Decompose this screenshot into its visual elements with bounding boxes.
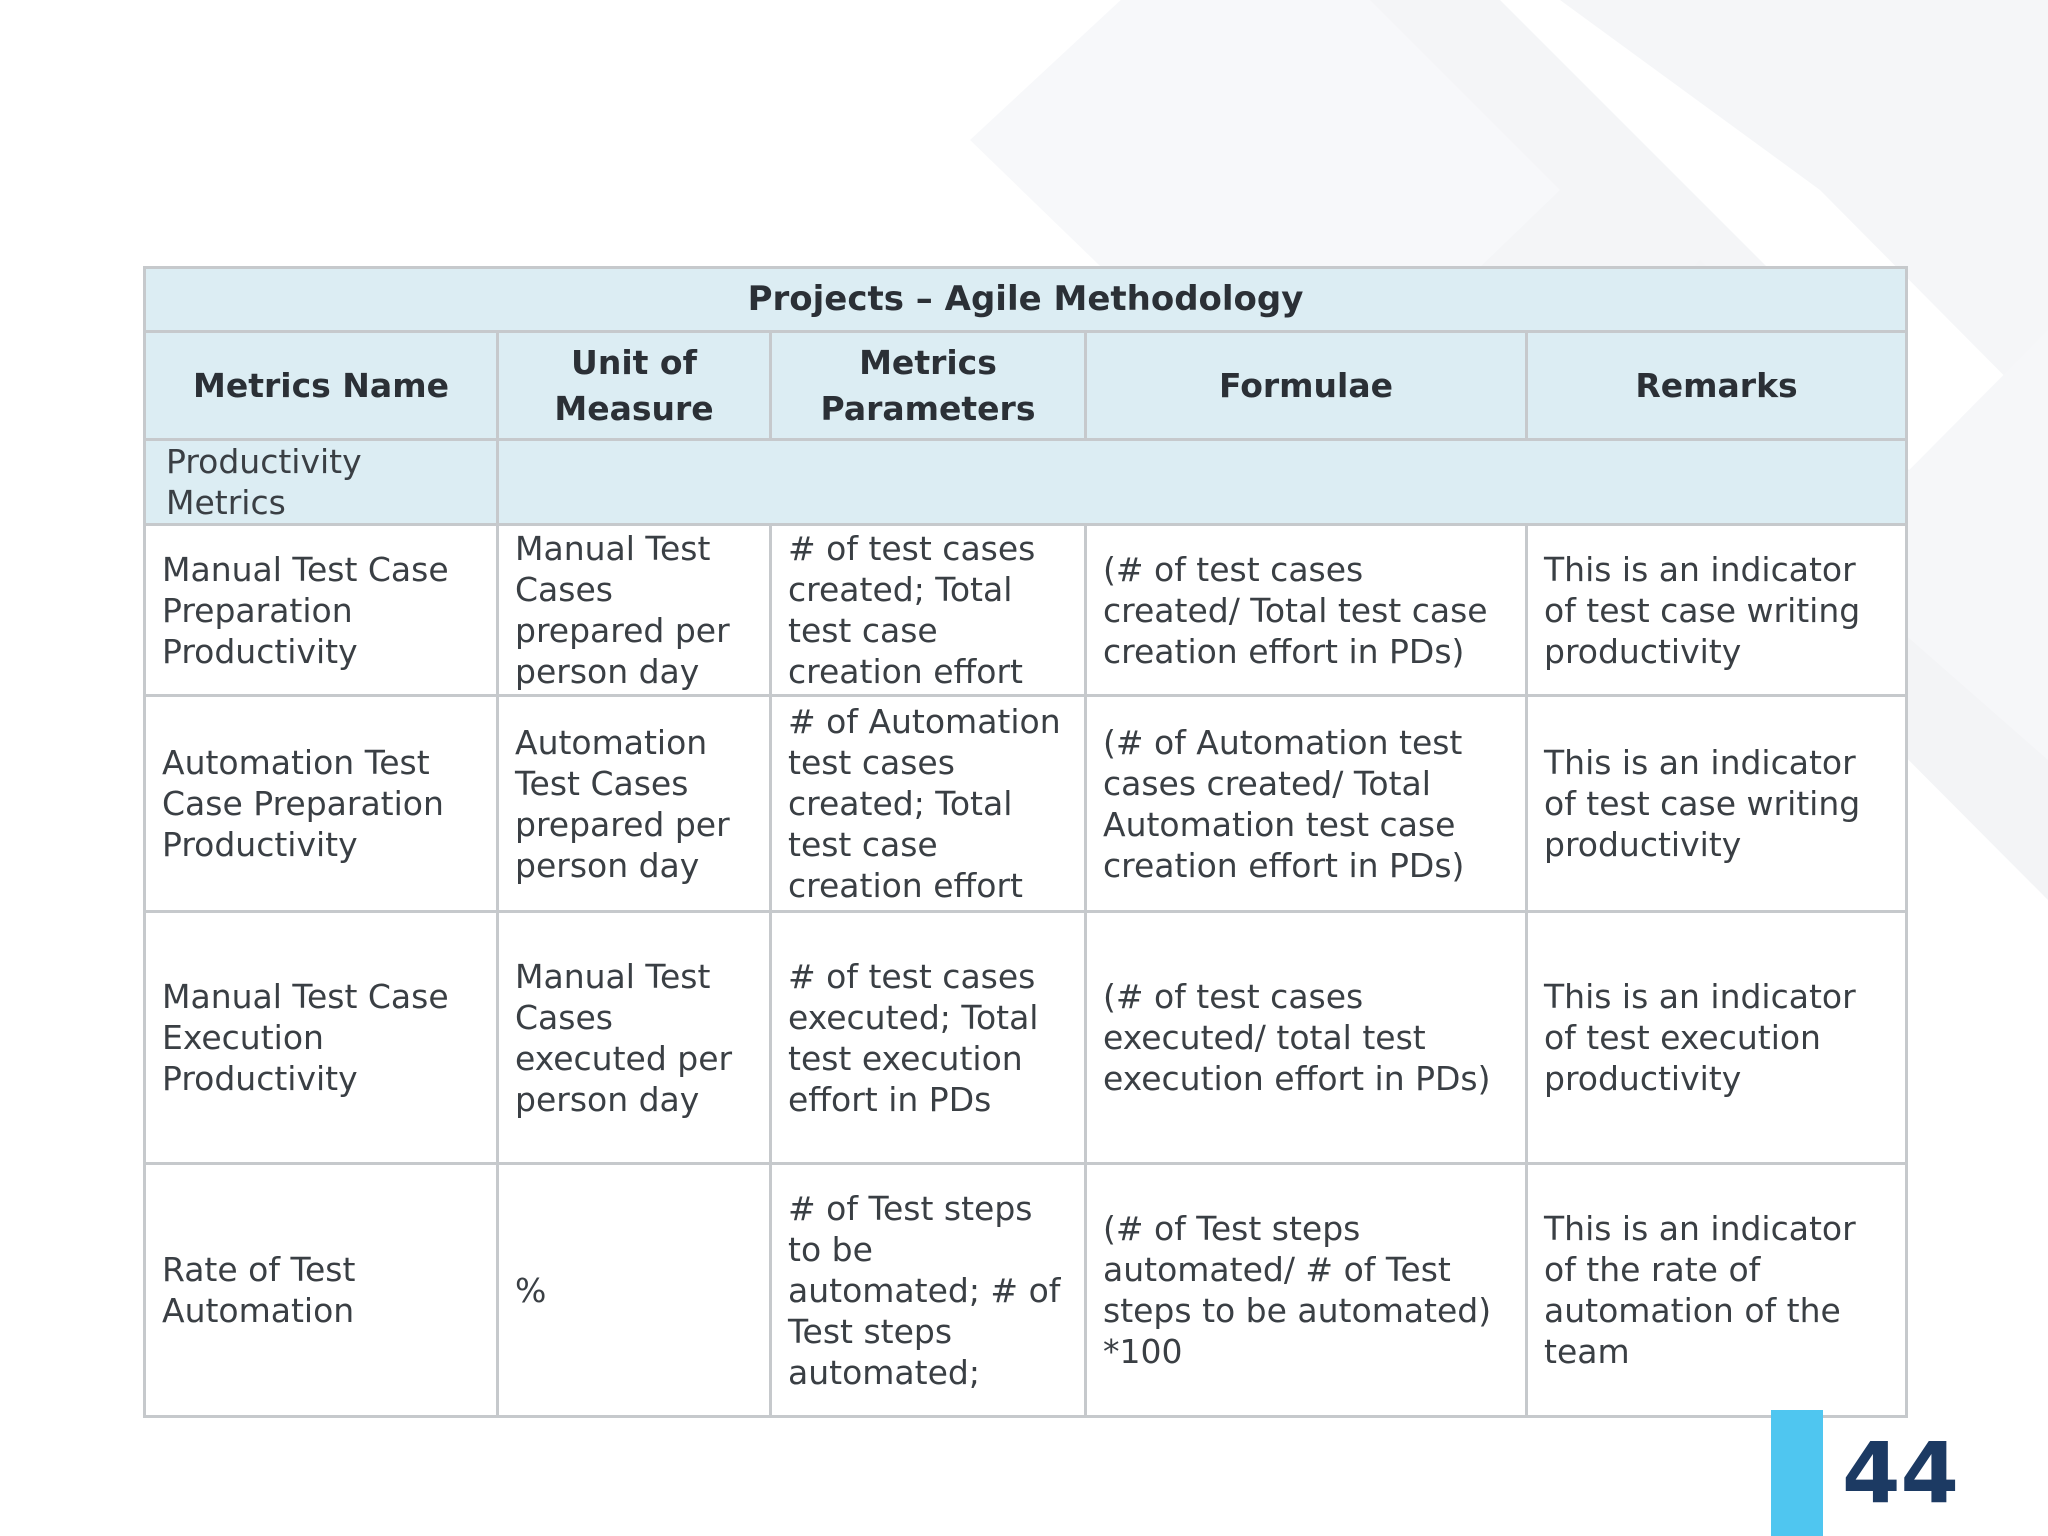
unit-cell: Manual Test Cases executed per person day: [498, 912, 771, 1164]
parameters-cell: # of Automation test cases created; Total test case creation effort: [771, 696, 1086, 912]
header-metrics-name: Metrics Name: [145, 332, 498, 440]
formula-cell: (# of test cases executed/ total test execution effort in PDs): [1086, 912, 1527, 1164]
parameters-cell: # of test cases created; Total test case creation effort: [771, 525, 1086, 696]
table-row: [145, 696, 1907, 912]
metric-name-cell: Rate of Test Automation: [145, 1164, 498, 1417]
remarks-cell: This is an indicator of test case writing productivity: [1527, 525, 1907, 696]
table-row: [145, 1164, 1907, 1417]
table-row: [145, 525, 1907, 696]
section-filler: [498, 440, 1907, 525]
unit-cell: Manual Test Cases prepared per person day: [498, 525, 771, 696]
header-remarks: Remarks: [1527, 332, 1907, 440]
parameters-cell: # of test cases executed; Total test execution effort in PDs: [771, 912, 1086, 1164]
slide-number-accent-bar: [1771, 1410, 1823, 1536]
table-row: [145, 912, 1907, 1164]
metric-name-cell: Manual Test Case Preparation Productivity: [145, 525, 498, 696]
table-title-row: [145, 268, 1907, 332]
table-header-row: [145, 332, 1907, 440]
metrics-table: [143, 266, 1908, 1418]
table-title: Projects – Agile Methodology: [145, 268, 1907, 332]
remarks-cell: This is an indicator of test case writing productivity: [1527, 696, 1907, 912]
metric-name-cell: Automation Test Case Preparation Productivity: [145, 696, 498, 912]
header-formulae: Formulae: [1086, 332, 1527, 440]
metric-name-cell: Manual Test Case Execution Productivity: [145, 912, 498, 1164]
parameters-cell: # of Test steps to be automated; # of Test steps automated;: [771, 1164, 1086, 1417]
remarks-cell: This is an indicator of test execution productivity: [1527, 912, 1907, 1164]
remarks-cell: This is an indicator of the rate of automation of the team: [1527, 1164, 1907, 1417]
formula-cell: (# of Automation test cases created/ Total Automation test case creation effort in PDs): [1086, 696, 1527, 912]
header-metrics-parameters: Metrics Parameters: [771, 332, 1086, 440]
slide-number: 44: [1842, 1424, 1959, 1522]
formula-cell: (# of Test steps automated/ # of Test steps to be automated) *100: [1086, 1164, 1527, 1417]
formula-cell: (# of test cases created/ Total test case creation effort in PDs): [1086, 525, 1527, 696]
unit-cell: Automation Test Cases prepared per person day: [498, 696, 771, 912]
section-row: [145, 440, 1907, 525]
section-label: Productivity Metrics: [145, 440, 498, 525]
header-unit-of-measure: Unit of Measure: [498, 332, 771, 440]
unit-cell: %: [498, 1164, 771, 1417]
